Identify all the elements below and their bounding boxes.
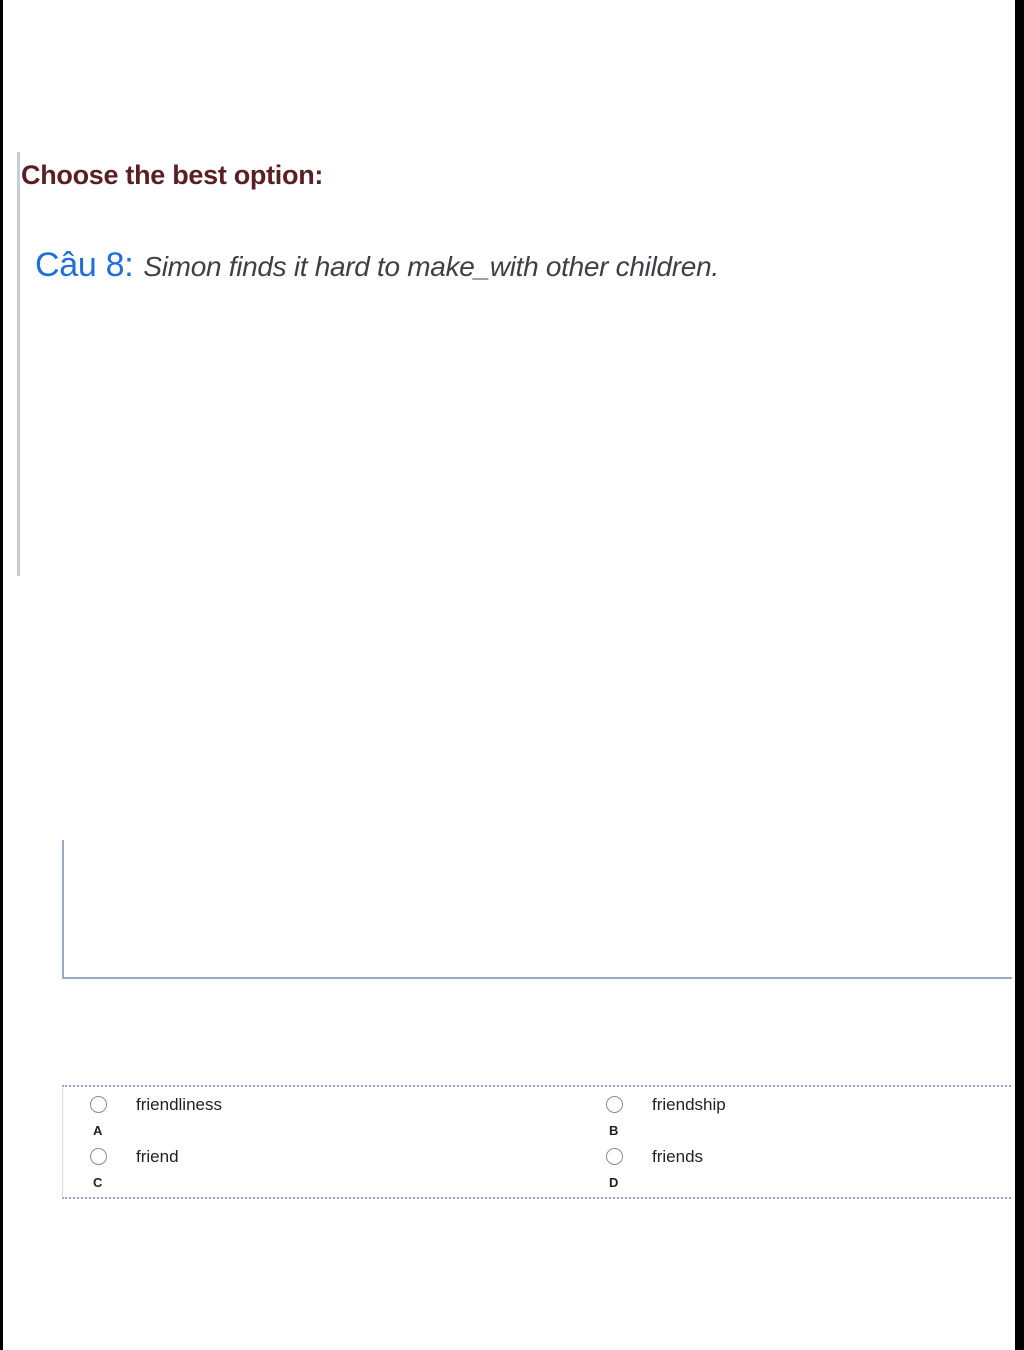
answer-area	[62, 840, 1012, 979]
option-b-radio[interactable]	[606, 1096, 623, 1113]
option-b[interactable]	[579, 1087, 999, 1137]
option-a-text[interactable]: friendliness	[136, 1095, 222, 1114]
question-number: Câu 8:	[35, 246, 134, 284]
option-a-radio[interactable]	[90, 1096, 107, 1113]
option-c-radio[interactable]	[90, 1148, 107, 1165]
option-c-text[interactable]: friend	[136, 1147, 179, 1166]
instruction-text: Choose the best option:	[21, 160, 324, 190]
option-b-text[interactable]: friendship	[652, 1095, 726, 1114]
question-block	[17, 152, 1010, 576]
option-a-letter: A	[93, 1123, 103, 1138]
quiz-page	[3, 0, 1015, 1350]
option-c[interactable]	[63, 1139, 537, 1189]
option-c-letter: C	[93, 1175, 103, 1190]
option-d[interactable]	[579, 1139, 999, 1189]
answer-options	[62, 1085, 1011, 1199]
question	[35, 246, 719, 285]
option-d-letter: D	[609, 1175, 619, 1190]
question-text: Simon finds it hard to make_with other children.	[143, 251, 719, 282]
option-d-text[interactable]: friends	[652, 1147, 704, 1166]
option-b-letter: B	[609, 1123, 619, 1138]
option-a[interactable]	[63, 1087, 537, 1137]
option-d-radio[interactable]	[606, 1148, 623, 1165]
